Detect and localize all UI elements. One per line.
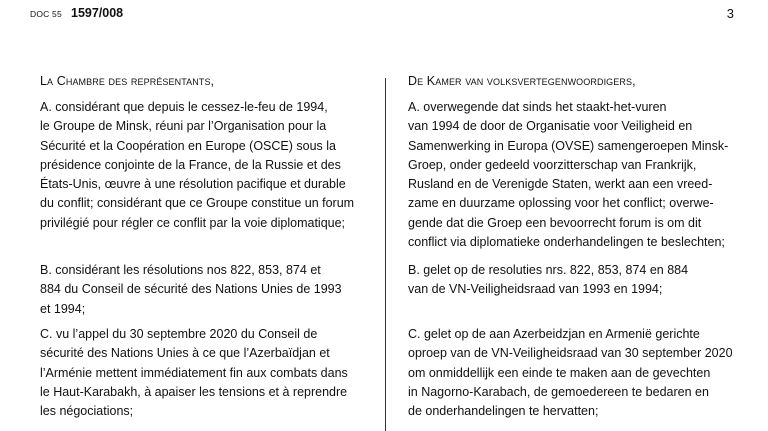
page-number: 3 xyxy=(726,6,734,21)
dutch-heading: De Kamer van volksvertegenwoordigers, xyxy=(408,74,636,88)
french-paragraph-c: C. vu l’appel du 30 septembre 2020 du Conseil de sécurité des Nations Unies à ce que l’Azerbaïdjan et l’Arménie mettent immédiatement fin aux combats dans le Haut-Karabakh, à apaiser les tensions et à reprendre les négociations; xyxy=(40,327,348,419)
doc-number: 1597/008 xyxy=(71,6,124,20)
french-paragraph-a: A. considérant que depuis le cessez-le-feu de 1994, le Groupe de Minsk, réuni par l’Organisation pour la Sécurité et la Coopération en Europe (OSCE) sous la présidence conjointe de la France, de la Russie et des États-Unis, œuvre à une résolution pacifique et durable du conflit; considérant que ce Groupe constitue un forum privilégié pour régler ce conflit par la voie diplomatique; xyxy=(40,100,355,230)
french-heading: La Chambre des représentants, xyxy=(40,74,215,88)
page-header xyxy=(30,6,738,24)
column-divider xyxy=(385,78,386,431)
dutch-paragraph-b: B. gelet op de resoluties nrs. 822, 853, 874 en 884 van de VN-Veiligheidsraad van 1993 en 1994; xyxy=(408,263,689,297)
french-paragraph-b: B. considérant les résolutions nos 822, 853, 874 et 884 du Conseil de sécurité des Nations Unies de 1993 et 1994; xyxy=(40,263,342,316)
dutch-paragraph-c: C. gelet op de aan Azerbeidzjan en Armenië gerichte oproep van de VN-Veiligheidsraad van 30 september 2020 om onmiddellijk een einde te maken aan de gevechten in Nagorno-Karabach, de gemoedereen te bedaren en de onderhandelingen te hervatten; xyxy=(408,327,733,419)
dutch-paragraph-a: A. overwegende dat sinds het staakt-het-vuren van 1994 de door de Organisatie voor Veiligheid en Samenwerking in Europa (OVSE) samengeroepen Minsk- Groep, onder gedeeld voorzitterschap van Frankrijk, Rusland en de Verenigde Staten, werkt aan een vreed- zame en duurzame oplossing voor het conflict; overwe- gende dat die Groep een bevoorrecht forum is om dit conflict via diplomatieke onderhandelingen te beslechten; xyxy=(408,100,729,250)
doc-label: DOC 55 xyxy=(30,9,62,19)
